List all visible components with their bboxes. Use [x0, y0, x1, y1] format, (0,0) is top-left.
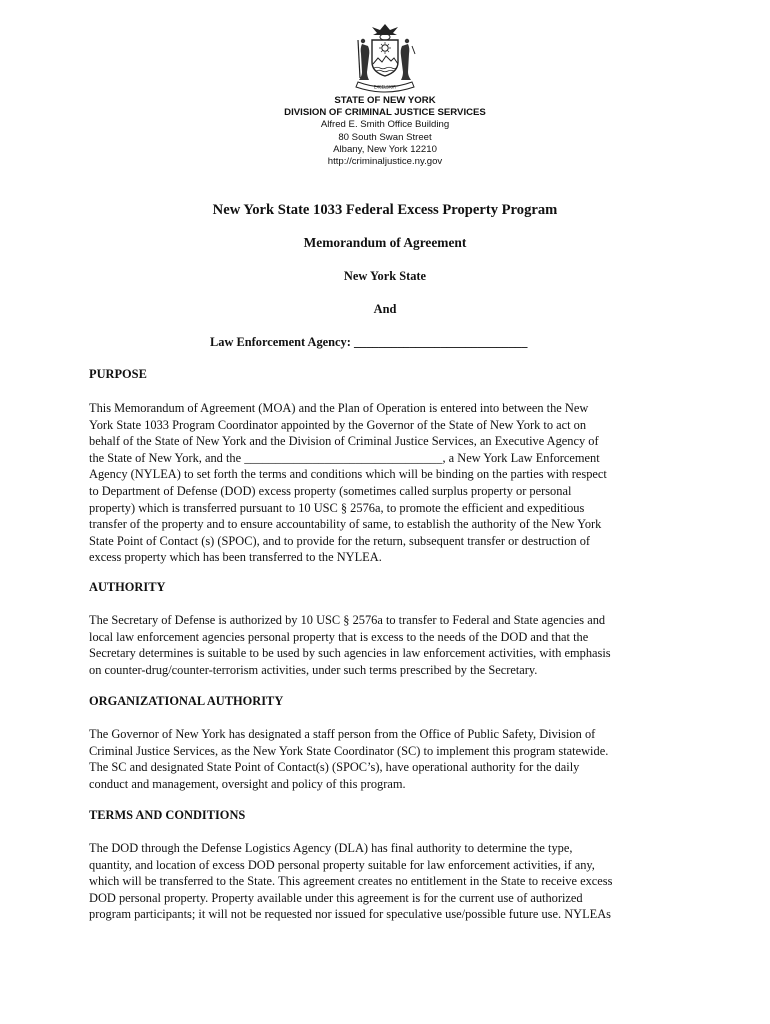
- conjunction: And: [373, 302, 397, 316]
- paragraph-line: program participants; it will not be requested nor issued for speculative use/possible future use. NYLEAs: [89, 907, 612, 922]
- paragraph-line: to Department of Defense (DOD) excess property (sometimes called surplus property or personal: [89, 483, 572, 498]
- paragraph-line: transfer of the property and to ensure accountability of same, to establish the authority of the New York: [89, 517, 602, 532]
- paragraph-line: The Secretary of Defense is authorized by 10 USC § 2576a to transfer to Federal and State agencies and: [89, 613, 606, 627]
- authority-heading: AUTHORITY: [89, 580, 166, 594]
- paragraph-line: excess property which has been transferred to the NYLEA.: [89, 550, 382, 565]
- paragraph-line: on counter-drug/counter-terrorism activities, under such terms prescribed by the Secretary.: [89, 662, 538, 677]
- org-authority-paragraph: [89, 726, 681, 792]
- paragraph-line: property) which is transferred pursuant to 10 USC § 2576a, to promote the efficient and expeditious: [89, 500, 585, 515]
- terms-paragraph: [89, 840, 681, 923]
- seal-ribbon-text: EXCELSIOR: [373, 84, 397, 90]
- letterhead-website[interactable]: http://criminaljustice.ny.gov: [327, 156, 443, 168]
- paragraph-line: The Governor of New York has designated a staff person from the Office of Public Safety, Division of: [89, 727, 596, 741]
- letterhead-building: Alfred E. Smith Office Building: [320, 119, 450, 131]
- paragraph-line: Secretary determines is suitable to be used by such agencies in law enforcement activities, with emphasis: [89, 646, 611, 661]
- letterhead-city: Albany, New York 12210: [333, 143, 437, 155]
- paragraph-line: Criminal Justice Services, as the New York State Coordinator (SC) to implement this program statewide.: [89, 743, 609, 758]
- letterhead-street: 80 South Swan Street: [338, 131, 432, 143]
- document-title-block: [0, 200, 770, 220]
- document-title: New York State 1033 Federal Excess Property Program: [212, 202, 558, 218]
- paragraph-line: State Point of Contact (s) (SPOC), and to provide for the return, subsequent transfer or destruction of: [89, 533, 591, 548]
- document-subtitle: Memorandum of Agreement: [303, 235, 467, 250]
- authority-paragraph: [89, 612, 681, 678]
- paragraph-line: which will be transferred to the State. This agreement creates no entitlement in the State to receive excess: [89, 874, 613, 889]
- purpose-paragraph: [89, 400, 681, 566]
- paragraph-line: local law enforcement agencies personal property that is excess to the needs of the DOD and that the: [89, 629, 589, 644]
- paragraph-line: behalf of the State of New York and the Division of Criminal Justice Services, an Executive Agency of: [89, 434, 599, 449]
- paragraph-line: York State 1033 Program Coordinator appointed by the Governor of the State of New York to act on: [89, 417, 587, 432]
- agency-line: Law Enforcement Agency: ____________________________: [210, 335, 528, 349]
- purpose-heading: PURPOSE: [89, 367, 147, 381]
- paragraph-line: DOD personal property. Property available under this agreement is for the current use of authorized: [89, 890, 583, 905]
- paragraph-line: Agency (NYLEA) to set forth the terms and conditions which will be binding on the parties with respect: [89, 467, 607, 482]
- paragraph-line: quantity, and location of excess DOD personal property suitable for law enforcement activities, if any,: [89, 857, 595, 872]
- paragraph-line: This Memorandum of Agreement (MOA) and the Plan of Operation is entered into between the New: [89, 401, 589, 415]
- terms-heading: TERMS AND CONDITIONS: [89, 808, 246, 822]
- org-authority-heading: ORGANIZATIONAL AUTHORITY: [89, 694, 284, 708]
- letterhead-state: STATE OF NEW YORK: [334, 95, 436, 106]
- letterhead: [0, 95, 770, 168]
- state-seal-icon: [352, 22, 418, 94]
- paragraph-line: The DOD through the Defense Logistics Agency (DLA) has final authority to determine the type,: [89, 841, 573, 855]
- paragraph-line: conduct and management, oversight and policy of this program.: [89, 776, 406, 791]
- paragraph-line: The SC and designated State Point of Contact(s) (SPOC’s), have operational authority for the daily: [89, 760, 580, 775]
- paragraph-line: the State of New York, and the ________________________________, a New York Law Enforcement: [89, 450, 600, 465]
- party-one: New York State: [343, 269, 427, 283]
- letterhead-division: DIVISION OF CRIMINAL JUSTICE SERVICES: [284, 107, 486, 119]
